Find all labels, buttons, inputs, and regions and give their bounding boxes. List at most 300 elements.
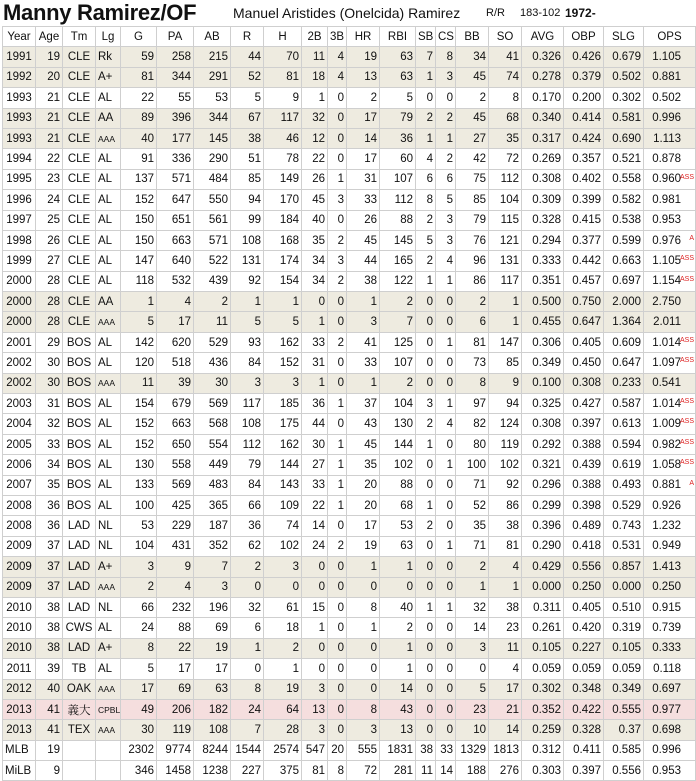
cell-t: 1 (328, 495, 347, 515)
cell-avg: 0.396 (522, 516, 564, 536)
league-label: AL (98, 418, 113, 431)
cell-so: 21 (489, 699, 522, 719)
cell-tm: CLE (63, 312, 96, 332)
cell-bb: 100 (456, 455, 489, 475)
cell-tm: BOS (63, 373, 96, 393)
cell-h: 3 (264, 557, 302, 577)
cell-ab: 30 (194, 373, 231, 393)
cell-rbi: 88 (380, 475, 416, 495)
cell-cs: 33 (436, 740, 456, 760)
cell-tm: OAK (63, 679, 96, 699)
league-label: A+ (98, 560, 113, 573)
cell-ab: 3 (194, 577, 231, 597)
cell-slg: 0.493 (604, 475, 644, 495)
column-header-tm: Tm (63, 27, 96, 47)
cell-rbi: 63 (380, 536, 416, 556)
award-badge: ASS (679, 173, 694, 181)
cell-d: 0 (302, 557, 328, 577)
cell-avg: 0.340 (522, 108, 564, 128)
cell-age: 37 (36, 557, 63, 577)
cell-d: 81 (302, 761, 328, 781)
cell-sb: 11 (416, 761, 436, 781)
cell-g: 91 (121, 149, 157, 169)
cell-g: 120 (121, 353, 157, 373)
cell-g: 147 (121, 251, 157, 271)
cell-bb: 85 (456, 190, 489, 210)
cell-avg: 0.059 (522, 659, 564, 679)
cell-ops-value: 1.097 (652, 356, 681, 369)
cell-year: 1995 (3, 169, 36, 189)
cell-sb: 0 (416, 659, 436, 679)
cell-obp: 0.414 (564, 108, 604, 128)
cell-cs: 0 (436, 312, 456, 332)
cell-age: 41 (36, 720, 63, 740)
cell-t: 0 (328, 88, 347, 108)
cell-pa: 9774 (157, 740, 194, 760)
cell-tm: CWS (63, 618, 96, 638)
cell-lg (96, 332, 121, 352)
award-badge: ASS (679, 275, 694, 283)
totals-seasons: 9 (36, 761, 63, 781)
cell-g: 152 (121, 434, 157, 454)
cell-obp: 0.379 (564, 67, 604, 87)
cell-slg: 0.743 (604, 516, 644, 536)
table-row (3, 577, 696, 597)
cell-ops (644, 679, 696, 699)
league-label: AA (98, 295, 114, 308)
cell-so: 117 (489, 271, 522, 291)
cell-year: 2012 (3, 679, 36, 699)
table-row (3, 67, 696, 87)
cell-d: 22 (302, 149, 328, 169)
cell-ab: 11 (194, 312, 231, 332)
cell-year: 2006 (3, 455, 36, 475)
cell-bb: 73 (456, 353, 489, 373)
cell-cs: 2 (436, 149, 456, 169)
cell-year: 2011 (3, 659, 36, 679)
cell-rbi: 145 (380, 230, 416, 250)
cell-hr: 17 (347, 149, 380, 169)
cell-so: 1 (489, 292, 522, 312)
cell-tm: CLE (63, 210, 96, 230)
cell-ops-value: 1.058 (652, 458, 681, 471)
cell-r: 51 (231, 149, 264, 169)
totals-label: MiLB (3, 761, 36, 781)
cell-year: 2013 (3, 720, 36, 740)
cell-avg: 0.455 (522, 312, 564, 332)
cell-ab: 522 (194, 251, 231, 271)
cell-year: 2000 (3, 271, 36, 291)
cell-pa: 69 (157, 679, 194, 699)
cell-tm: CLE (63, 47, 96, 67)
cell-age: 38 (36, 638, 63, 658)
cell-t: 0 (328, 210, 347, 230)
cell-h: 162 (264, 434, 302, 454)
table-header-row (3, 27, 696, 47)
table-row (3, 414, 696, 434)
cell-g: 49 (121, 699, 157, 719)
cell-g: 152 (121, 190, 157, 210)
cell-g: 40 (121, 128, 157, 148)
cell-age: 35 (36, 475, 63, 495)
league-label: AL (98, 499, 113, 512)
cell-lg (96, 557, 121, 577)
cell-d: 34 (302, 271, 328, 291)
cell-ops (644, 230, 696, 250)
cell-tm: BOS (63, 353, 96, 373)
cell-ops (644, 536, 696, 556)
cell-r: 0 (231, 659, 264, 679)
cell-hr: 41 (347, 332, 380, 352)
cell-hr: 14 (347, 128, 380, 148)
cell-cs: 1 (436, 536, 456, 556)
cell-ops (644, 618, 696, 638)
award-badge: ASS (679, 459, 694, 467)
cell-ops-value: 2.750 (652, 295, 681, 308)
cell-pa: 518 (157, 353, 194, 373)
cell-age: 36 (36, 516, 63, 536)
cell-year: 2010 (3, 618, 36, 638)
cell-ab: 8244 (194, 740, 231, 760)
cell-pa: 232 (157, 597, 194, 617)
cell-g: 152 (121, 414, 157, 434)
cell-bb: 71 (456, 475, 489, 495)
cell-t: 4 (328, 67, 347, 87)
cell-ab: 483 (194, 475, 231, 495)
cell-ops-value: 0.949 (652, 540, 681, 553)
cell-slg: 0.587 (604, 394, 644, 414)
cell-slg: 0.000 (604, 577, 644, 597)
cell-ops (644, 659, 696, 679)
cell-ops (644, 557, 696, 577)
cell-sb: 0 (416, 557, 436, 577)
cell-ops (644, 455, 696, 475)
cell-ops (644, 332, 696, 352)
cell-ops-value: 1.009 (652, 418, 681, 431)
cell-r: 93 (231, 332, 264, 352)
cell-ops-value: 1.413 (652, 560, 681, 573)
cell-r: 1544 (231, 740, 264, 760)
cell-sb: 1 (416, 128, 436, 148)
cell-age: 33 (36, 434, 63, 454)
cell-t: 2 (328, 230, 347, 250)
cell-d: 33 (302, 332, 328, 352)
cell-bb: 23 (456, 699, 489, 719)
cell-r: 112 (231, 434, 264, 454)
cell-r: 7 (231, 720, 264, 740)
league-label: AL (98, 254, 113, 267)
cell-d: 34 (302, 251, 328, 271)
cell-avg: 0.429 (522, 557, 564, 577)
cell-lg (96, 108, 121, 128)
league-label: AL (98, 275, 113, 288)
cell-ab: 352 (194, 536, 231, 556)
cell-h: 46 (264, 128, 302, 148)
cell-obp: 0.418 (564, 536, 604, 556)
cell-r: 79 (231, 455, 264, 475)
cell-bb: 97 (456, 394, 489, 414)
cell-hr: 33 (347, 190, 380, 210)
cell-age: 26 (36, 230, 63, 250)
cell-age: 30 (36, 373, 63, 393)
cell-age: 25 (36, 210, 63, 230)
cell-sb: 7 (416, 47, 436, 67)
cell-rbi: 144 (380, 434, 416, 454)
cell-g: 130 (121, 455, 157, 475)
cell-lg (96, 516, 121, 536)
cell-avg: 0.105 (522, 638, 564, 658)
cell-cs: 0 (436, 659, 456, 679)
cell-year: 1993 (3, 88, 36, 108)
cell-bb: 96 (456, 251, 489, 271)
cell-d: 24 (302, 536, 328, 556)
cell-lg (96, 414, 121, 434)
cell-year: 2013 (3, 699, 36, 719)
cell-sb: 8 (416, 190, 436, 210)
cell-obp: 0.415 (564, 210, 604, 230)
cell-ops (644, 149, 696, 169)
league-label: AL (98, 397, 113, 410)
cell-ab: 554 (194, 434, 231, 454)
cell-age: 21 (36, 128, 63, 148)
cell-lg (96, 47, 121, 67)
cell-pa: 344 (157, 67, 194, 87)
cell-cs: 0 (436, 618, 456, 638)
cell-lg (96, 720, 121, 740)
cell-t: 1 (328, 434, 347, 454)
cell-t: 0 (328, 128, 347, 148)
award-badge: A (689, 234, 694, 242)
cell-g: 2302 (121, 740, 157, 760)
cell-d: 3 (302, 679, 328, 699)
cell-g: 1 (121, 292, 157, 312)
league-label: AL (98, 479, 113, 492)
cell-ab: 568 (194, 414, 231, 434)
cell-d: 40 (302, 210, 328, 230)
cell-lg (96, 88, 121, 108)
cell-slg: 2.000 (604, 292, 644, 312)
cell-tm: BOS (63, 394, 96, 414)
cell-obp: 0.457 (564, 271, 604, 291)
cell-obp: 0.442 (564, 251, 604, 271)
player-header (0, 0, 687, 26)
cell-ops-value: 1.105 (652, 51, 681, 64)
cell-slg: 0.555 (604, 699, 644, 719)
cell-slg: 0.059 (604, 659, 644, 679)
league-label: AAA (98, 582, 116, 593)
league-label: AL (98, 234, 113, 247)
cell-avg: 0.303 (522, 761, 564, 781)
cell-ops-value: 2.011 (653, 316, 681, 329)
cell-so: 68 (489, 108, 522, 128)
cell-ops-value: 0.541 (652, 377, 681, 390)
cell-ab: 561 (194, 210, 231, 230)
cell-sb: 0 (416, 88, 436, 108)
award-badge: ASS (679, 438, 694, 446)
cell-year: 2002 (3, 353, 36, 373)
cell-ops (644, 495, 696, 515)
cell-h: 2 (264, 638, 302, 658)
cell-ops-value: 1.105 (652, 254, 681, 267)
cell-rbi: 0 (380, 577, 416, 597)
cell-rbi: 63 (380, 67, 416, 87)
cell-r: 108 (231, 230, 264, 250)
cell-r: 5 (231, 88, 264, 108)
cell-bb: 2 (456, 292, 489, 312)
cell-h: 19 (264, 679, 302, 699)
league-label: AA (98, 112, 114, 125)
cell-obp: 0.556 (564, 557, 604, 577)
cell-sb: 1 (416, 271, 436, 291)
cell-ops (644, 475, 696, 495)
cell-ab: 17 (194, 659, 231, 679)
cell-sb: 4 (416, 149, 436, 169)
cell-slg: 0.521 (604, 149, 644, 169)
cell-year: 1997 (3, 210, 36, 230)
empty-cell (63, 761, 96, 781)
cell-r: 0 (231, 577, 264, 597)
cell-age: 41 (36, 699, 63, 719)
cell-age: 27 (36, 251, 63, 271)
cell-r: 99 (231, 210, 264, 230)
cell-rbi: 107 (380, 169, 416, 189)
cell-obp: 0.308 (564, 373, 604, 393)
cell-cs: 3 (436, 230, 456, 250)
cell-rbi: 2 (380, 618, 416, 638)
cell-slg: 0.531 (604, 536, 644, 556)
column-header-ab: AB (194, 27, 231, 47)
column-header-bb: BB (456, 27, 489, 47)
cell-obp: 0.402 (564, 169, 604, 189)
cell-h: 5 (264, 312, 302, 332)
cell-ops-value: 1.014 (652, 336, 681, 349)
cell-r: 24 (231, 699, 264, 719)
cell-r: 67 (231, 108, 264, 128)
cell-h: 78 (264, 149, 302, 169)
table-row (3, 332, 696, 352)
cell-lg (96, 597, 121, 617)
cell-pa: 1458 (157, 761, 194, 781)
bats-throws: R/R (486, 7, 505, 19)
league-label: AL (98, 622, 113, 635)
cell-ops (644, 251, 696, 271)
cell-sb: 0 (416, 455, 436, 475)
cell-bb: 5 (456, 679, 489, 699)
cell-slg: 0.679 (604, 47, 644, 67)
cell-pa: 425 (157, 495, 194, 515)
cell-obp: 0.424 (564, 128, 604, 148)
table-row (3, 679, 696, 699)
cell-bb: 6 (456, 312, 489, 332)
cell-t: 3 (328, 190, 347, 210)
cell-t: 0 (328, 699, 347, 719)
cell-ops (644, 577, 696, 597)
cell-ops-value: 0.926 (652, 499, 681, 512)
league-label: A+ (98, 642, 113, 655)
cell-avg: 0.259 (522, 720, 564, 740)
cell-r: 84 (231, 475, 264, 495)
cell-so: 112 (489, 169, 522, 189)
cell-slg: 0.585 (604, 740, 644, 760)
cell-ops-value: 0.697 (652, 683, 681, 696)
cell-d: 33 (302, 475, 328, 495)
cell-g: 24 (121, 618, 157, 638)
cell-t: 8 (328, 761, 347, 781)
cell-tm: BOS (63, 455, 96, 475)
cell-bb: 34 (456, 47, 489, 67)
cell-avg: 0.100 (522, 373, 564, 393)
cell-ab: 436 (194, 353, 231, 373)
cell-cs: 8 (436, 47, 456, 67)
table-row (3, 720, 696, 740)
league-label: AAA (98, 317, 116, 328)
cell-avg: 0.321 (522, 455, 564, 475)
cell-age: 28 (36, 312, 63, 332)
cell-rbi: 104 (380, 394, 416, 414)
cell-hr: 8 (347, 597, 380, 617)
cell-pa: 396 (157, 108, 194, 128)
cell-cs: 6 (436, 169, 456, 189)
cell-year: 1992 (3, 67, 36, 87)
cell-avg: 0.311 (522, 597, 564, 617)
cell-obp: 0.427 (564, 394, 604, 414)
column-header-avg: AVG (522, 27, 564, 47)
cell-age: 31 (36, 394, 63, 414)
cell-r: 131 (231, 251, 264, 271)
cell-hr: 35 (347, 455, 380, 475)
cell-obp: 0.750 (564, 292, 604, 312)
cell-h: 184 (264, 210, 302, 230)
cell-hr: 17 (347, 108, 380, 128)
cell-bb: 80 (456, 434, 489, 454)
cell-cs: 0 (436, 577, 456, 597)
cell-ops (644, 434, 696, 454)
cell-avg: 0.306 (522, 332, 564, 352)
cell-avg: 0.308 (522, 169, 564, 189)
cell-avg: 0.333 (522, 251, 564, 271)
cell-lg (96, 67, 121, 87)
cell-bb: 52 (456, 495, 489, 515)
cell-d: 32 (302, 108, 328, 128)
league-label: AAA (98, 684, 116, 695)
cell-rbi: 112 (380, 190, 416, 210)
cell-pa: 431 (157, 536, 194, 556)
cell-d: 0 (302, 292, 328, 312)
cell-so: 92 (489, 475, 522, 495)
league-label: AL (98, 336, 113, 349)
cell-obp: 0.422 (564, 699, 604, 719)
cell-t: 2 (328, 332, 347, 352)
cell-ab: 2 (194, 292, 231, 312)
cell-h: 144 (264, 455, 302, 475)
cell-obp: 0.059 (564, 659, 604, 679)
cell-hr: 20 (347, 475, 380, 495)
cell-cs: 1 (436, 597, 456, 617)
cell-so: 8 (489, 88, 522, 108)
league-label: AL (98, 662, 113, 675)
cell-d: 1 (302, 618, 328, 638)
cell-ops-value: 0.977 (652, 703, 681, 716)
cell-year: 2004 (3, 414, 36, 434)
cell-cs: 0 (436, 720, 456, 740)
cell-hr: 1 (347, 292, 380, 312)
cell-r: 5 (231, 312, 264, 332)
cell-avg: 0.351 (522, 271, 564, 291)
cell-pa: 532 (157, 271, 194, 291)
cell-d: 1 (302, 88, 328, 108)
cell-pa: 4 (157, 292, 194, 312)
cell-hr: 31 (347, 169, 380, 189)
